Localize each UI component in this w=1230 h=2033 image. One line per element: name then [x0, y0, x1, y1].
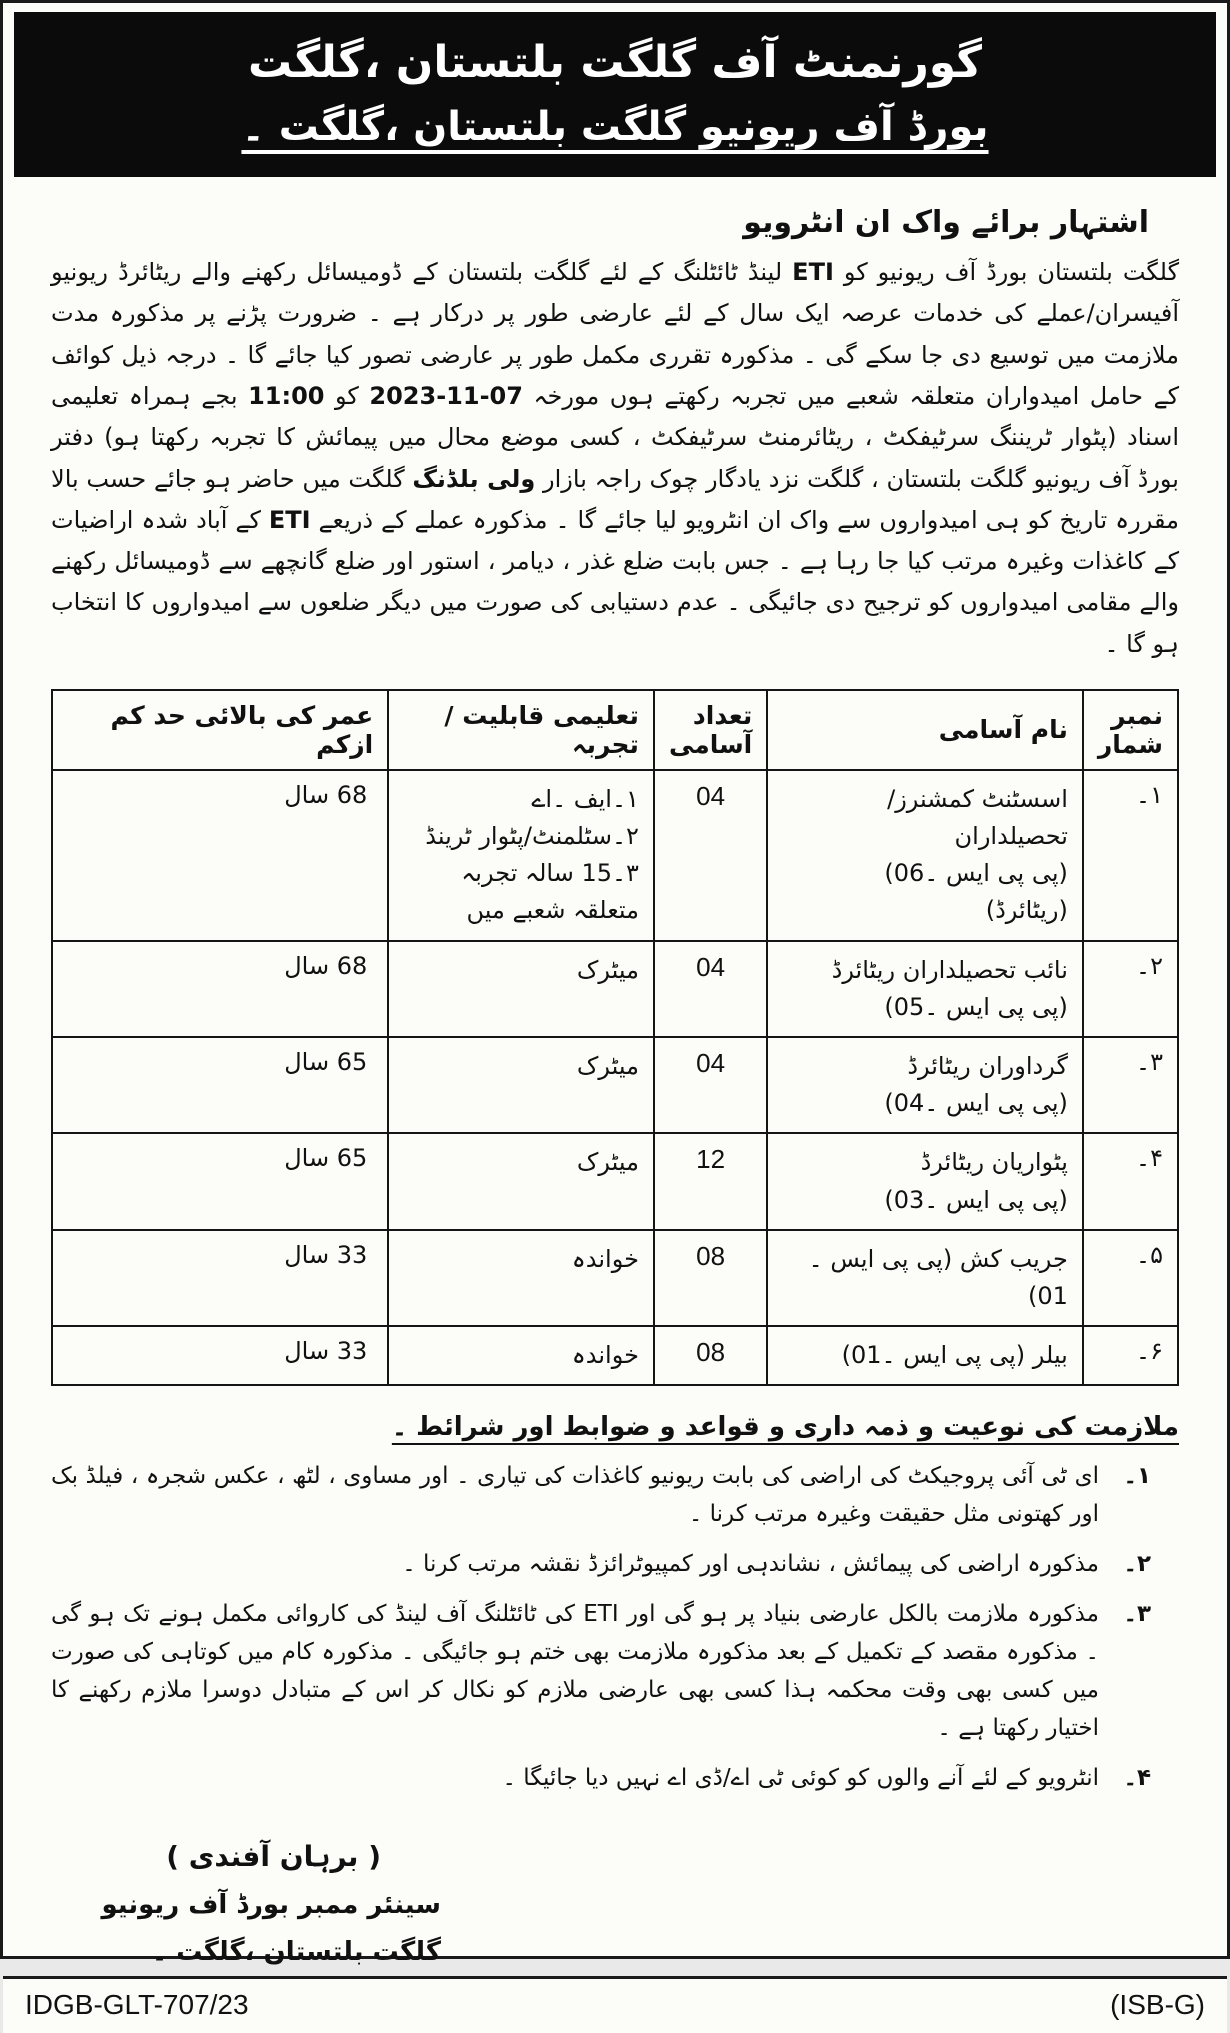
count-cell: 08 — [654, 1326, 767, 1385]
post-cell: نائب تحصیلداران ریٹائرڈ (پی پی ایس ۔05) — [767, 941, 1083, 1037]
post-cell: جریب کش (پی پی ایس ۔01) — [767, 1230, 1083, 1326]
signatory-name: ( برہان آفندی ) — [166, 1839, 381, 1873]
term-item — [51, 1760, 1151, 1798]
qualification-cell: میٹرک — [388, 941, 654, 1037]
age-cell: 65 سال — [52, 1133, 388, 1229]
vacancies-table — [51, 689, 1179, 1386]
term-text: مذکورہ ملازمت بالکل عارضی بنیاد پر ہو گی اور ETI کی ٹائٹلنگ آف لینڈ کی کاروائی مکمل ہونے تک ہو گی ۔ مذکورہ مقصد کے تکمیل کے بعد مذکورہ ملازمت بھی ختم ہو جائیگی ۔ مذکورہ کام میں کوتاہی کی صورت میں کسی بھی وقت محکمہ ہذا کسی بھی عارضی ملازم کو نکال کر اس کے متبادل دوسرا ملازم رکھنے کا اختیار رکھتا ہے ۔ — [51, 1601, 1099, 1741]
advertisement-reference-number: IDGB-GLT-707/23 — [25, 1988, 249, 2020]
intro-paragraph — [51, 252, 1179, 665]
qualification-cell: ۱۔ایف ۔اے ۲۔سٹلمنٹ/پٹوار ٹرینڈ ۳۔15 سالہ تجربہ متعلقہ شعبے میں — [388, 770, 654, 941]
signatory-organization: گلگت بلتستان ،گلگت ۔ — [151, 1936, 441, 1967]
term-number: ۲۔ — [1123, 1551, 1151, 1578]
term-text: مذکورہ اراضی کی پیمائش ، نشاندہی اور کمپیوٹرائزڈ نقشہ مرتب کرنا ۔ — [402, 1551, 1099, 1578]
intro-emphasized-text: 11:00 — [248, 381, 325, 410]
signatory-title: سینئر ممبر بورڈ آف ریونیو — [101, 1890, 441, 1921]
intro-emphasized-text: ولی بلڈنگ — [412, 464, 536, 493]
intro-emphasized-text: ETI — [268, 505, 311, 534]
intro-text: گلگت میں حاضر ہو جائے حسب بالا مقررہ تاریخ کو ہی امیدواروں سے واک ان انٹرویو لیا جائے گا ۔ مذکورہ عملے کے ذریعے — [51, 464, 1179, 534]
agency-code: (ISB-G) — [1110, 1988, 1205, 2020]
board-title: بورڈ آف ریونیو گلگت بلتستان ،گلگت ۔ — [241, 104, 989, 151]
walk-in-interview-title: اشتہار برائے واک ان انٹرویو — [743, 205, 1149, 241]
intro-emphasized-text: 07-11-2023 — [369, 381, 523, 410]
age-cell: 65 سال — [52, 1037, 388, 1133]
term-number: ۴۔ — [1123, 1764, 1151, 1791]
qualification-cell: خواندہ — [388, 1230, 654, 1326]
government-title: گورنمنٹ آف گلگت بلتستان ،گلگت — [248, 37, 982, 88]
count-cell: 12 — [654, 1133, 767, 1229]
serial-header: نمبر شمار — [1083, 690, 1178, 770]
vacancy-row — [52, 941, 1178, 1037]
vacancy-row — [52, 770, 1178, 941]
intro-emphasized-text: ETI — [792, 258, 834, 287]
intro-text: کو — [324, 381, 370, 410]
term-text: انٹرویو کے لئے آنے والوں کو کوئی ٹی اے/ڈی اے نہیں دیا جائیگا ۔ — [502, 1764, 1099, 1791]
vacancy-row — [52, 1230, 1178, 1326]
serial-cell: ۴۔ — [1083, 1133, 1178, 1229]
qualification-cell: میٹرک — [388, 1133, 654, 1229]
serial-cell: ۱۔ — [1083, 770, 1178, 941]
term-text: ای ٹی آئی پروجیکٹ کی اراضی کی بابت ریونیو کاغذات کی تیاری ۔ اور مساوی ، لٹھ ، عکس شجرہ ، فیلڈ بک اور کھتونی مثل حقیقت وغیرہ مرتب کرنا ۔ — [51, 1463, 1099, 1528]
post-count-header: تعداد آسامی — [654, 690, 767, 770]
qualification-cell: خواندہ — [388, 1326, 654, 1385]
vacancy-row — [52, 1037, 1178, 1133]
serial-cell: ۳۔ — [1083, 1037, 1178, 1133]
count-cell: 04 — [654, 1037, 767, 1133]
post-cell: گرداوران ریٹائرڈ (پی پی ایس ۔04) — [767, 1037, 1083, 1133]
term-item — [51, 1546, 1151, 1584]
age-cell: 68 سال — [52, 941, 388, 1037]
vacancy-row — [52, 1326, 1178, 1385]
age-cell: 68 سال — [52, 770, 388, 941]
intro-text: کے آباد شدہ اراضیات کے کاغذات وغیرہ مرتب کیا جا رہا ہے ۔ جس بابت ضلع غذر ، دیامر ، استور اور ضلع گانچھے سے ڈومیسائل رکھنے والے مقامی امیدواروں کو ترجیح دی جائیگی ۔ عدم دستیابی کی صورت میں دیگر ضلعوں سے امیدواروں کا انتخاب ہو گا ۔ — [51, 505, 1179, 658]
post-name-header: نام آسامی — [767, 690, 1083, 770]
term-item — [51, 1596, 1151, 1748]
post-cell: پٹواریان ریٹائرڈ (پی پی ایس ۔03) — [767, 1133, 1083, 1229]
count-cell: 08 — [654, 1230, 767, 1326]
signature-block — [61, 1832, 441, 1976]
table-header-row — [52, 690, 1178, 770]
post-cell: بیلر (پی پی ایس ۔01) — [767, 1326, 1083, 1385]
terms-heading: ملازمت کی نوعیت و ذمہ داری و قواعد و ضوابط اور شرائط ۔ — [391, 1412, 1179, 1443]
term-item — [51, 1458, 1151, 1534]
age-cell: 33 سال — [52, 1326, 388, 1385]
age-limit-header: عمر کی بالائی حد کم ازکم — [52, 690, 388, 770]
age-cell: 33 سال — [52, 1230, 388, 1326]
intro-text: گلگت بلتستان بورڈ آف ریونیو کو — [833, 258, 1180, 287]
terms-list — [51, 1458, 1179, 1798]
intro-text: بجے ہمراہ تعلیمی اسناد (پٹوار ٹریننگ سرٹیفکٹ ، ریٹائرمنٹ سرٹیفکٹ ، کسی موضع محال میں پیمائش کا تجربہ رکھتا ہو) دفتر بورڈ آف ریونیو گلگت بلتستان ، گلگت نزد یادگار چوک راجہ بازار — [51, 381, 1179, 493]
advertisement-body — [3, 177, 1227, 1976]
term-number: ۳۔ — [1123, 1601, 1151, 1628]
serial-cell: ۵۔ — [1083, 1230, 1178, 1326]
qualification-cell: میٹرک — [388, 1037, 654, 1133]
count-cell: 04 — [654, 770, 767, 941]
header-banner — [14, 12, 1216, 177]
intro-text: لینڈ ٹائٹلنگ کے لئے گلگت بلتستان کے ڈومیسائل رکھنے والے ریٹائرڈ ریونیو آفیسران/عملے کی خدمات عرصہ ایک سال کے لئے عارضی طور پر درکار ہے ۔ ضرورت پڑنے پر مذکورہ مدت ملازمت میں توسیع دی جا سکے گی ۔ مذکورہ تقرری مکمل طور پر عارضی تصور کیا جائے گا ۔ درجہ ذیل کوائف کے حامل امیدواران متعلقہ شعبے میں تجربہ رکھتے ہوں مورخہ — [51, 258, 1180, 410]
serial-cell: ۲۔ — [1083, 941, 1178, 1037]
post-cell: اسسٹنٹ کمشنرز/تحصیلداران (پی پی ایس ۔06) (ریٹائرڈ) — [767, 770, 1083, 941]
footer-strip — [3, 1976, 1227, 2033]
count-cell: 04 — [654, 941, 767, 1037]
vacancy-row — [52, 1133, 1178, 1229]
serial-cell: ۶۔ — [1083, 1326, 1178, 1385]
term-number: ۱۔ — [1123, 1463, 1151, 1490]
qualification-header: تعلیمی قابلیت / تجربہ — [388, 690, 654, 770]
